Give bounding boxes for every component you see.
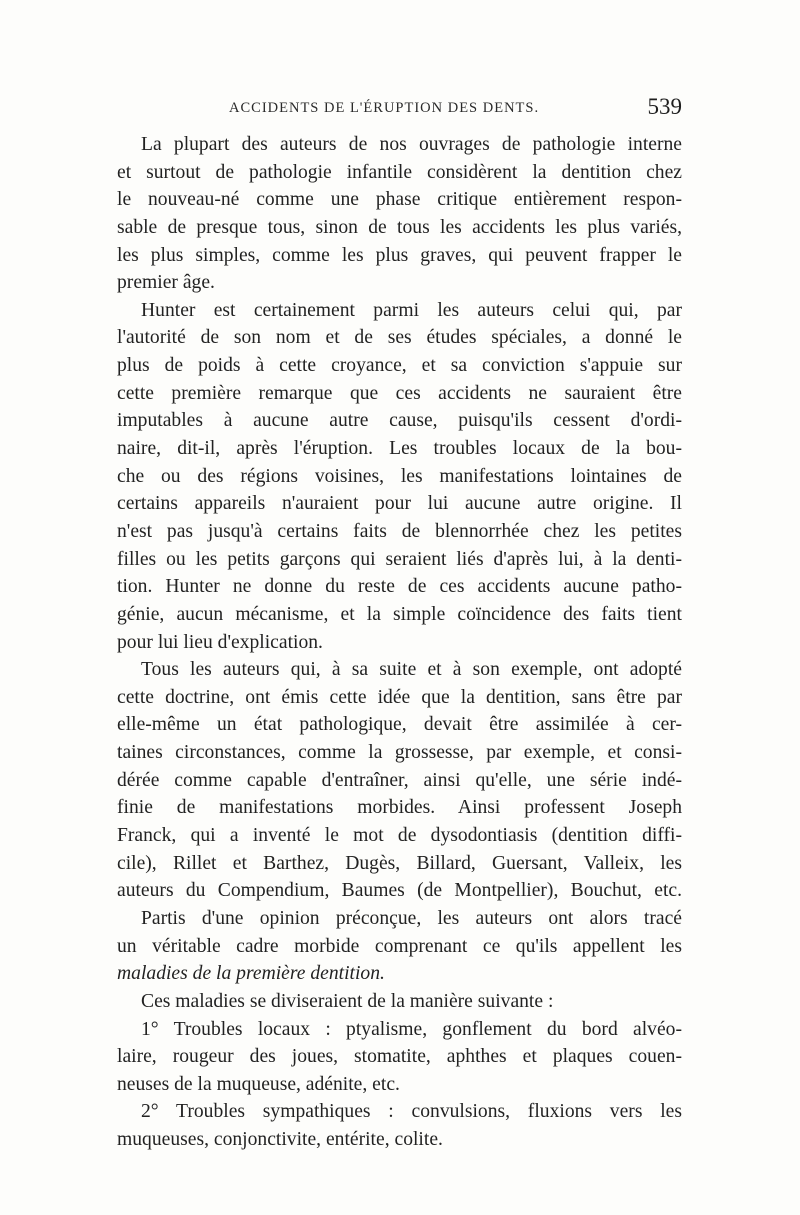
paragraph-division xyxy=(117,988,682,1016)
text-line: un véritable cadre morbide comprenant ce qu'ils appellent les xyxy=(117,935,682,957)
paragraph-cadre-morbide xyxy=(117,905,682,988)
text-line: les plus simples, comme les plus graves, qui peuvent frapper le xyxy=(117,244,682,266)
text-line: La plupart des auteurs de nos ouvrages de pathologie interne xyxy=(141,134,682,155)
text-line: Ces maladies se diviseraient de la manière suivante : xyxy=(141,990,554,1012)
running-title: ACCIDENTS DE L'ÉRUPTION DES DENTS. xyxy=(229,100,540,116)
paragraph-doctrine xyxy=(117,656,682,905)
paragraph-dentition-critique xyxy=(117,131,682,297)
text-line: génie, aucun mécanisme, et la simple coïncidence des faits tient xyxy=(117,603,682,625)
text-line: 2° Troubles sympathiques : convulsions, fluxions vers les xyxy=(141,1101,682,1123)
text-line: laire, rougeur des joues, stomatite, aphthes et plaques couen- xyxy=(117,1046,682,1068)
text-line: pour lui lieu d'explication. xyxy=(117,631,323,653)
text-line: cette doctrine, ont émis cette idée que la dentition, sans être par xyxy=(117,686,682,708)
page-number: 539 xyxy=(647,94,682,119)
text-line: finie de manifestations morbides. Ainsi professent Joseph xyxy=(117,797,682,819)
text-line: neuses de la muqueuse, adénite, etc. xyxy=(117,1073,400,1095)
text-line: 1° Troubles locaux : ptyalisme, gonflement du bord alvéo- xyxy=(141,1018,682,1040)
text-line: Tous les auteurs qui, à sa suite et à son exemple, ont adopté xyxy=(141,659,682,681)
text-line: et surtout de pathologie infantile considèrent la dentition chez xyxy=(117,161,682,183)
text-line: taines circonstances, comme la grossesse, par exemple, et consi- xyxy=(117,742,682,764)
text-line: auteurs du Compendium, Baumes (de Montpellier), Bouchut, etc. xyxy=(117,880,682,902)
text-line: dérée comme capable d'entraîner, ainsi qu'elle, une série indé- xyxy=(117,769,682,791)
text-line: tion. Hunter ne donne du reste de ces accidents aucune patho- xyxy=(117,576,682,598)
text-line-italic: maladies de la première dentition. xyxy=(117,963,385,985)
text-line: muqueuses, conjonctivite, entérite, colite. xyxy=(117,1129,443,1151)
text-line: filles ou les petits garçons qui seraient liés d'après lui, à la denti- xyxy=(117,548,682,570)
text-line: naire, dit-il, après l'éruption. Les troubles locaux de la bou- xyxy=(117,438,682,460)
text-line: n'est pas jusqu'à certains faits de blennorrhée chez les petites xyxy=(117,520,682,542)
text-line: elle-même un état pathologique, devait être assimilée à cer- xyxy=(117,714,682,736)
paragraph-troubles-locaux xyxy=(117,1016,682,1099)
paragraph-hunter xyxy=(117,297,682,656)
text-line: Hunter est certainement parmi les auteurs celui qui, par xyxy=(141,299,682,321)
text-line: certains appareils n'auraient pour lui aucune autre origine. Il xyxy=(117,493,682,515)
text-line: le nouveau-né comme une phase critique entièrement respon- xyxy=(117,189,682,211)
text-line: cile), Rillet et Barthez, Dugès, Billard, Guersant, Valleix, les xyxy=(117,852,682,874)
running-head xyxy=(117,92,682,122)
text-line: Partis d'une opinion préconçue, les auteurs ont alors tracé xyxy=(141,907,682,929)
text-line: che ou des régions voisines, les manifestations lointaines de xyxy=(117,465,682,487)
text-line: Franck, qui a inventé le mot de dysodontiasis (dentition diffi- xyxy=(117,825,682,847)
text-line: cette première remarque que ces accidents ne sauraient être xyxy=(117,382,682,404)
text-line: plus de poids à cette croyance, et sa conviction s'appuie sur xyxy=(117,355,682,377)
paragraph-troubles-sympathiques xyxy=(117,1098,682,1153)
text-line: sable de presque tous, sinon de tous les accidents les plus variés, xyxy=(117,216,682,238)
text-line: premier âge. xyxy=(117,272,215,294)
text-line: imputables à aucune autre cause, puisqu'ils cessent d'ordi- xyxy=(117,410,682,432)
text-line: l'autorité de son nom et de ses études spéciales, a donné le xyxy=(117,327,682,349)
body-text xyxy=(117,131,682,1154)
